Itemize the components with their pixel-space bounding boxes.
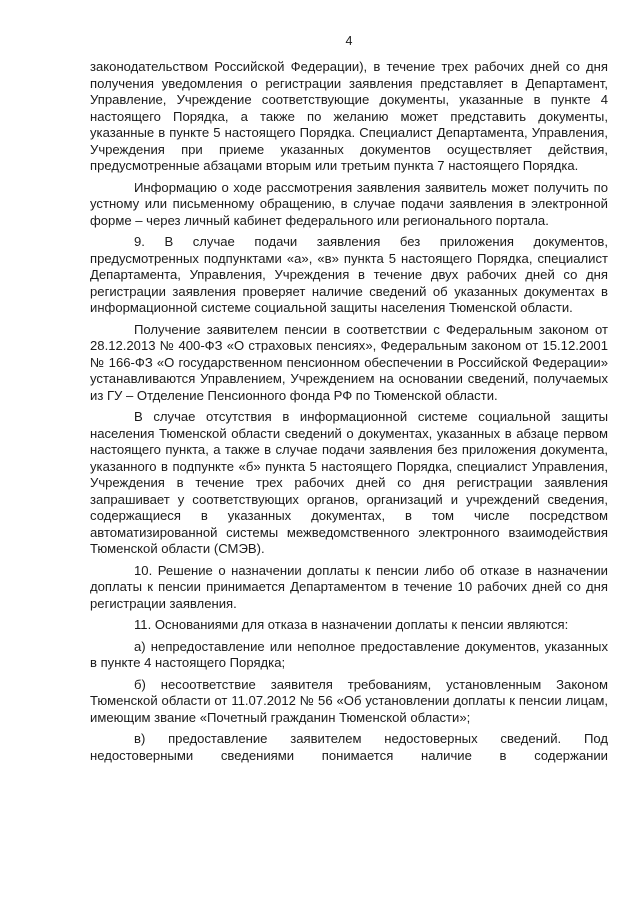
paragraph-item-10: 10. Решение о назначении доплаты к пенсии либо об отказе в назначении доплаты к пенсии принимается Департаментом в течение 10 рабочих дней со дня регистрации заявления. [90,562,608,611]
paragraph-item-9: 9. В случае подачи заявления без приложения документов, предусмотренных подпунктами «а», «в» пункта 5 настоящего Порядка, специалист Департамента, Управления, Учреждения в течение двух рабочих дней со дня регистрации заявления проверяет наличие сведений об указанных документах в информационной системе социальной защиты населения Тюменской области. [90,234,608,315]
paragraph-1: законодательством Российской Федерации), в течение трех рабочих дней со дня получения уведомления о регистрации заявления представляет в Департамент, Управление, Учреждение соответствующие документы, указанные в пункте 4 настоящего Порядка, а также по желанию может представить документы, указанные в пункте 5 настоящего Порядка. Специалист Департамента, Управления, Учреждения при приеме указанных документов осуществляет действия, предусмотренные абзацами вторым или третьим пункта 7 настоящего Порядка. [90,59,608,173]
document-body [90,59,608,764]
subitem-b: б) несоответствие заявителя требованиям, установленным Законом Тюменской области от 11.07.2012 № 56 «Об установлении доплаты к пенсии лицам, имеющим звание «Почетный гражданин Тюменской области»; [90,676,608,725]
paragraph-5: В случае отсутствия в информационной системе социальной защиты населения Тюменской области сведений о документах, указанных в абзаце первом настоящего пункта, а также в случае подачи заявления без приложения документа, указанного в подпункте «б» пункта 5 настоящего Порядка, специалист Управления, Учреждения в течение трех рабочих дней со дня регистрации заявления запрашивает у соответствующих органов, организаций и учреждений сведения, содержащиеся в указанных документах, в том числе посредством автоматизированной системы межведомственного электронного взаимодействия Тюменской области (СМЭВ). [90,409,608,556]
paragraph-item-11: 11. Основаниями для отказа в назначении доплаты к пенсии являются: [134,617,569,632]
subitem-v: в) предоставление заявителем недостоверных сведений. Под недостоверными сведениями понимается наличие в содержании [90,731,608,763]
subitem-a: а) непредоставление или неполное предоставление документов, указанных в пункте 4 настоящего Порядка; [90,638,608,670]
page-number: 4 [345,34,353,48]
paragraph-2: Информацию о ходе рассмотрения заявления заявитель может получить по устному или письменному обращению, в случае подачи заявления в электронной форме – через личный кабинет федерального или регионального портала. [90,179,608,228]
paragraph-4: Получение заявителем пенсии в соответствии с Федеральным законом от 28.12.2013 № 400-ФЗ «О страховых пенсиях», Федеральным законом от 15.12.2001 № 166-ФЗ «О государственном пенсионном обеспечении в Российской Федерации» устанавливаются Управлением, Учреждением на основании сведений, получаемых из ГУ – Отделение Пенсионного фонда РФ по Тюменской области. [90,321,608,403]
